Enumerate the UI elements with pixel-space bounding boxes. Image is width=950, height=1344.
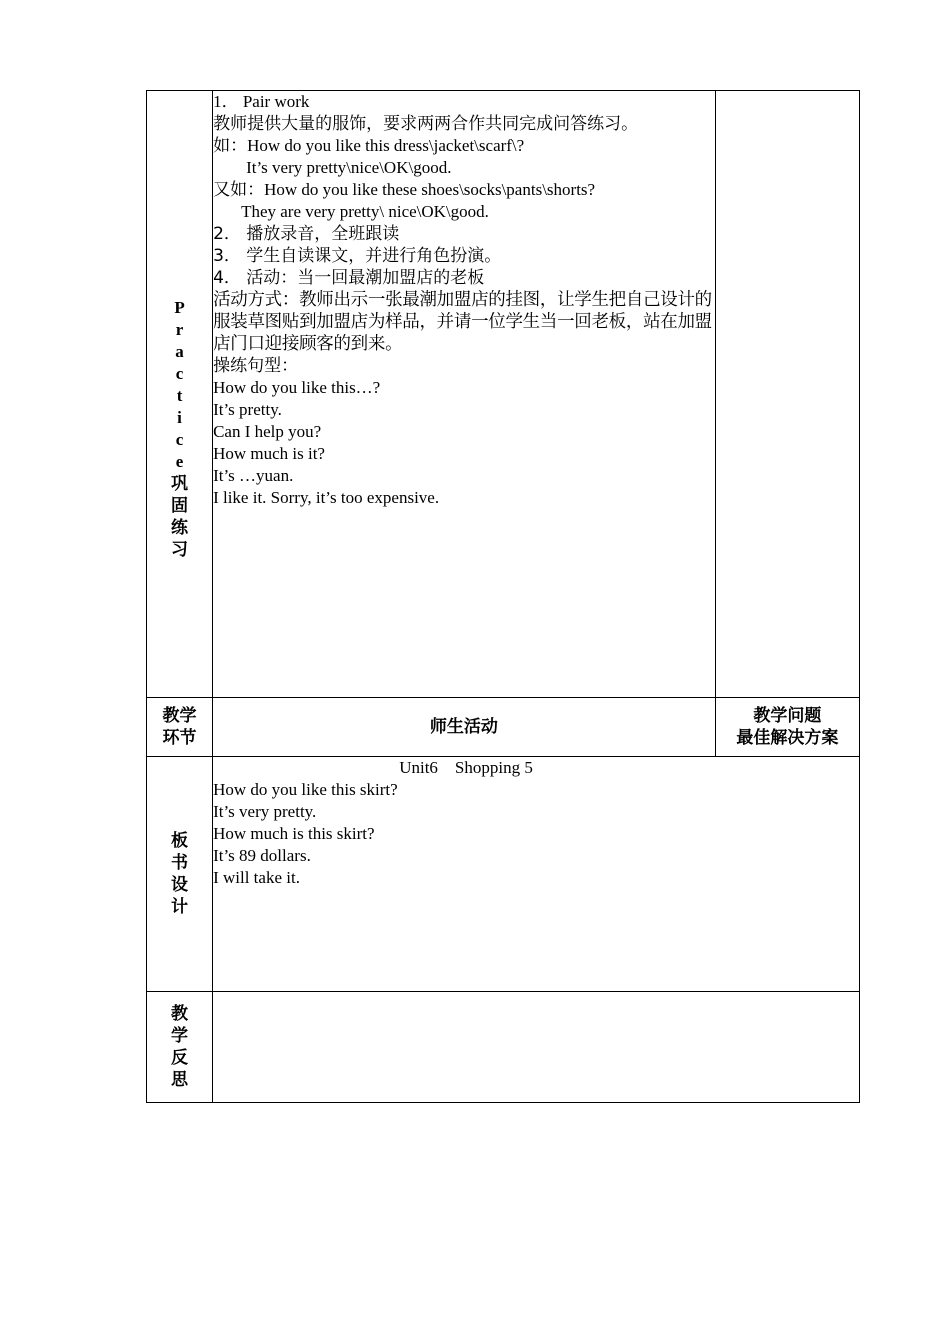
- label-char: 教: [171, 1004, 189, 1024]
- text-body: How do you like this dress\jacket\scarf\?: [247, 136, 525, 155]
- label-char: i: [177, 408, 182, 427]
- text-prefix: 如：: [213, 136, 248, 156]
- label-char: 练: [171, 518, 189, 538]
- label-char: t: [176, 386, 183, 405]
- text-line: 3． 学生自读课文，并进行角色扮演。: [213, 246, 502, 266]
- text-prefix: 又如：: [213, 180, 265, 200]
- text-line: 2． 播放录音，全班跟读: [213, 224, 400, 244]
- lesson-plan-table: [146, 90, 860, 1103]
- text-line: I will take it.: [213, 868, 300, 887]
- label-char: 固: [171, 496, 189, 516]
- text-line: [213, 179, 715, 201]
- header-text: 师生活动: [429, 717, 498, 737]
- label-char: 反: [171, 1048, 189, 1068]
- reflection-row: [147, 992, 860, 1103]
- text-line: It’s 89 dollars.: [213, 846, 311, 865]
- label-char: c: [175, 430, 184, 449]
- label-char: c: [175, 364, 184, 383]
- label-char: r: [175, 320, 184, 339]
- text-line: They are very pretty\ nice\OK\good.: [241, 202, 489, 221]
- text-body: How do you like these shoes\socks\pants\shorts?: [264, 180, 596, 199]
- text-line: 操练句型：: [213, 356, 299, 376]
- header-text: 教学问题: [753, 706, 822, 726]
- label-char: 板: [171, 831, 189, 851]
- label-char: 学: [171, 1026, 189, 1046]
- label-char: 书: [171, 853, 189, 873]
- text-line: It’s …yuan.: [213, 466, 294, 485]
- header-text: 教学: [162, 706, 197, 726]
- header-row: [147, 698, 860, 757]
- label-char: P: [174, 298, 185, 317]
- practice-solution-cell: [715, 91, 859, 698]
- header-activity: [213, 698, 716, 757]
- header-text: 最佳解决方案: [736, 728, 839, 748]
- text-paragraph: 活动方式：教师出示一张最潮加盟店的挂图，让学生把自己设计的服装草图贴到加盟店为样品，并请一位学生当一回老板，站在加盟店门口迎接顾客的到来。: [213, 290, 712, 354]
- label-char: 设: [171, 875, 189, 895]
- reflection-content: [213, 992, 860, 1103]
- reflection-label: [147, 992, 213, 1103]
- board-title: Unit6 Shopping 5: [399, 758, 533, 777]
- practice-content: [213, 91, 716, 698]
- header-text: 环节: [162, 728, 197, 748]
- text-line: How do you like this…?: [213, 378, 381, 397]
- label-char: 巩: [171, 474, 189, 494]
- text-line: How much is this skirt?: [213, 824, 375, 843]
- label-char: 计: [171, 897, 189, 917]
- board-row: [147, 757, 860, 992]
- board-label: [147, 757, 213, 992]
- label-char: a: [175, 342, 184, 361]
- text-line: It’s very pretty.: [213, 802, 317, 821]
- label-char: e: [175, 452, 184, 471]
- practice-row: [147, 91, 860, 698]
- text-line: How much is it?: [213, 444, 325, 463]
- board-content: [213, 757, 860, 992]
- practice-label: [147, 91, 213, 698]
- label-char: 思: [171, 1070, 189, 1090]
- text-line: 1． Pair work: [213, 92, 310, 111]
- text-line: It’s pretty.: [213, 400, 282, 419]
- text-line: How do you like this skirt?: [213, 780, 398, 799]
- text-line: It’s very pretty\nice\OK\good.: [246, 158, 452, 177]
- text-line: 4． 活动：当一回最潮加盟店的老板: [213, 268, 485, 288]
- text-line: 教师提供大量的服饰，要求两两合作共同完成问答练习。: [213, 114, 639, 134]
- text-line: [213, 135, 715, 157]
- header-stage: [147, 698, 213, 757]
- text-line: Can I help you?: [213, 422, 322, 441]
- label-char: 习: [171, 540, 189, 560]
- header-solution: [715, 698, 859, 757]
- text-line: I like it. Sorry, it’s too expensive.: [213, 488, 440, 507]
